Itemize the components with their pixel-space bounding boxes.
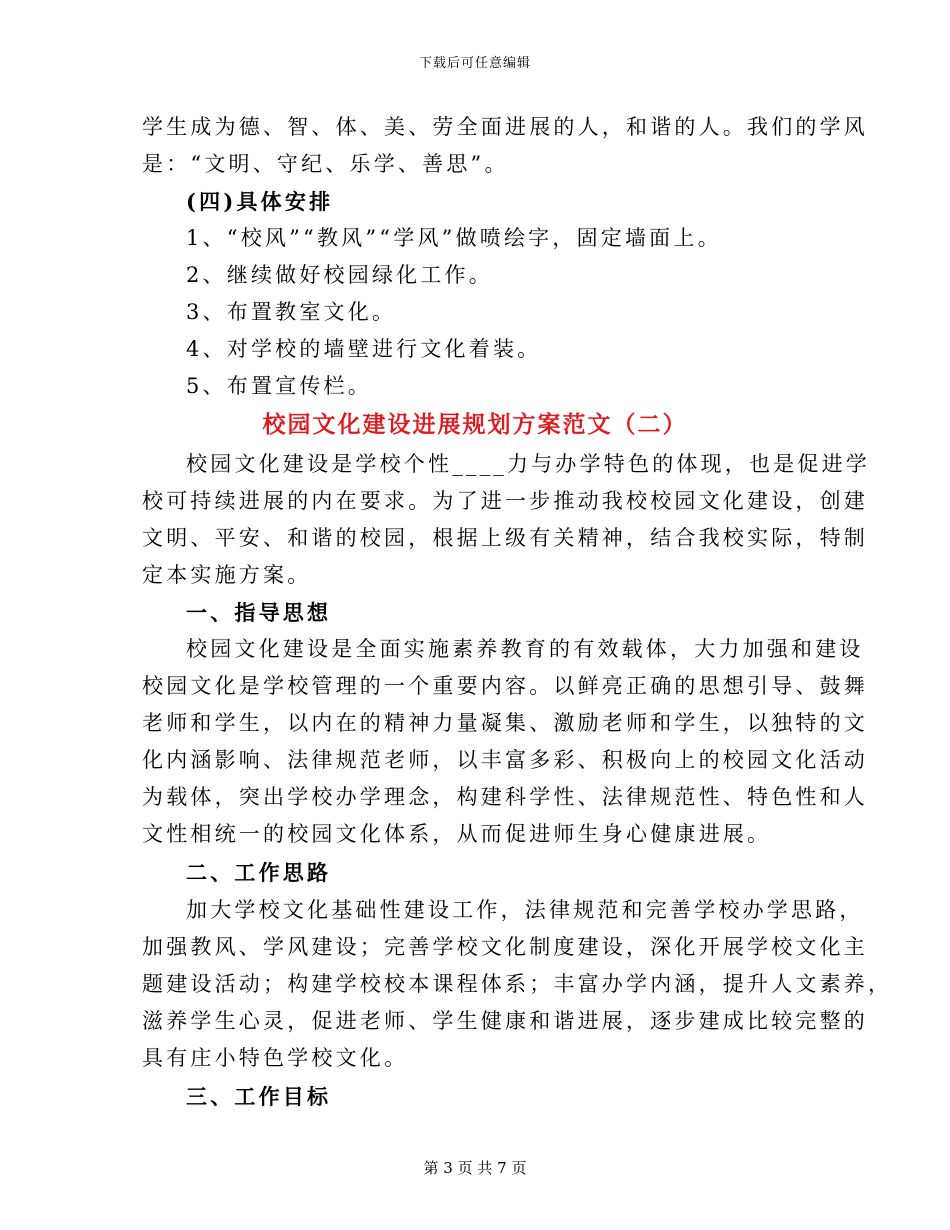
body-line: 化内涵影响、法律规范老师，以丰富多彩、积极向上的校园文化活动 [142,748,868,772]
body-line: 定本实施方案。 [142,563,312,587]
list-item: 5、布置宣传栏。 [186,374,372,398]
body-line: 校园文化建设是学校个性____力与办学特色的体现，也是促进学 [186,452,870,476]
body-line: 校园文化建设是全面实施素养教育的有效载体，大力加强和建设 [186,637,864,661]
body-line: 滋养学生心灵，促进老师、学生健康和谐进展，逐步建成比较完整的 [142,1009,868,1033]
section-heading: 三、工作目标 [186,1084,332,1109]
body-line: 加强教风、学风建设；完善学校文化制度建设，深化开展学校文化主 [142,935,868,959]
body-line: 文明、平安、和谐的校园，根据上级有关精神，结合我校实际，特制 [142,526,868,550]
article-title: 校园文化建设进展规划方案范文（二） [262,411,688,438]
page-header: 下载后可任意编辑 [418,56,531,71]
body-line: 为载体，突出学校办学理念，构建科学性、法律规范性、特色性和人 [142,785,868,809]
list-item: 2、继续做好校园绿化工作。 [186,263,493,287]
body-line: 文性相统一的校园文化体系，从而促进师生身心健康进展。 [142,822,772,846]
body-line: 老师和学生，以内在的精神力量凝集、激励老师和学生，以独特的文 [142,711,868,735]
body-line: 学生成为德、智、体、美、劳全面进展的人，和谐的人。我们的学风 [142,115,868,139]
section-heading: 二、工作思路 [186,860,332,885]
body-line: 校园文化是学校管理的一个重要内容。以鲜亮正确的思想引导、鼓舞 [142,674,868,698]
page-footer: 第 3 页 共 7 页 [423,1159,527,1177]
section-heading: (四)具体安排 [186,189,334,214]
body-line: 校可持续进展的内在要求。为了进一步推动我校校园文化建设，创建 [142,489,868,513]
body-line: 题建设活动；构建学校校本课程体系；丰富办学内涵，提升人文素养， [142,972,893,996]
list-item: 3、布置教室文化。 [186,300,397,324]
list-item: 4、对学校的墙壁进行文化着装。 [186,337,542,361]
list-item: 1、“校风”“教风”“学风”做喷绘字，固定墙面上。 [186,226,722,250]
section-heading: 一、指导思想 [186,600,332,625]
body-line: 加大学校文化基础性建设工作，法律规范和完善学校办学思路， [186,898,864,922]
body-line: 是：“文明、守纪、乐学、善思”。 [142,152,509,176]
body-line: 具有庄小特色学校文化。 [142,1046,409,1070]
